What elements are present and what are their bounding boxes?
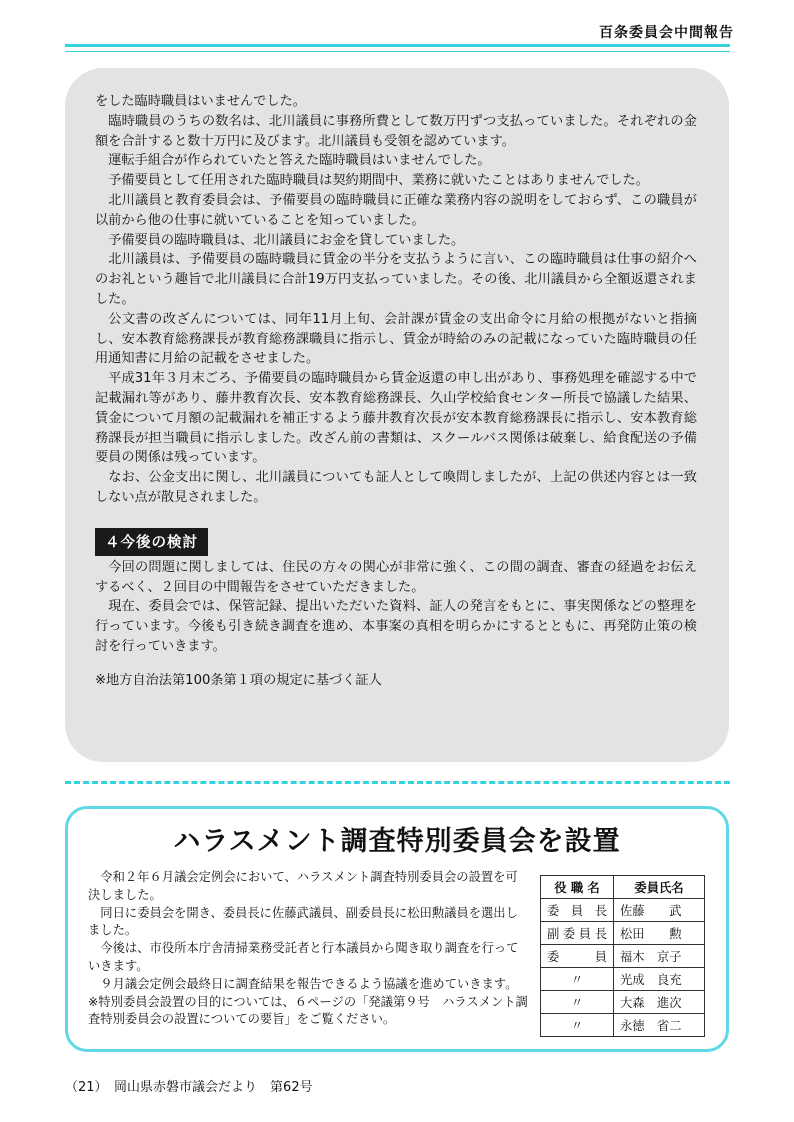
report-body — [65, 68, 729, 762]
page-footer: （21） 岡山県赤磐市議会だより 第62号 — [65, 1080, 313, 1095]
harassment-paragraph: ９月議会定例会最終日に調査結果を報告できるよう協議を進めていきます。 — [88, 976, 518, 991]
member-role: 〃 — [541, 1014, 614, 1037]
report-paragraph: 予備要員の臨時職員は、北川議員にお金を貸していました。 — [108, 232, 465, 248]
report-paragraph: をした臨時職員はいませんでした。 — [95, 94, 306, 109]
table-row — [541, 968, 705, 991]
member-role: 〃 — [541, 968, 614, 991]
report-paragraph: 北川議員は、予備要員の臨時職員に賃金の半分を支払うように言い、この臨時職員は仕事の紹介へのお礼という趣旨で北川議員に合計19万円支払っていました。その後、北川議員から全額返還されました。 — [95, 252, 697, 307]
member-role: 委員長 — [541, 899, 614, 922]
column-header-name: 委員氏名 — [614, 876, 705, 899]
member-role: 〃 — [541, 991, 614, 1014]
table-row — [541, 991, 705, 1014]
harassment-committee-box — [65, 806, 729, 1052]
member-table — [540, 875, 705, 1037]
report-paragraph: 臨時職員のうちの数名は、北川議員に事務所費として数万円ずつ支払っていました。それぞれの金額を合計すると数十万円に及びます。北川議員も受領を認めています。 — [95, 113, 697, 149]
table-row — [541, 1014, 705, 1037]
dashed-divider — [65, 781, 730, 784]
table-row — [541, 945, 705, 968]
footnote-witness: ※地方自治法第100条第１項の規定に基づく証人 — [95, 672, 382, 688]
member-name: 松田 勲 — [614, 922, 705, 945]
report-paragraph: 予備要員として任用された臨時職員は契約期間中、業務に就いたことはありませんでした。 — [108, 173, 649, 189]
page-header-title: 百条委員会中間報告 — [599, 25, 734, 41]
header-rule — [65, 44, 730, 52]
member-name: 佐藤 武 — [614, 899, 705, 922]
harassment-paragraph: 令和２年６月議会定例会において、ハラスメント調査特別委員会の設置を可決しました。 — [88, 870, 518, 902]
report-paragraph: なお、公金支出に関し、北川議員についても証人として喚問しましたが、上記の供述内容とは一致しない点が散見されました。 — [95, 470, 697, 505]
table-header-row — [541, 876, 705, 899]
section-paragraph: 現在、委員会では、保管記録、提出いただいた資料、証人の発言をもとに、事実関係などの整理を行っています。今後も引き続き調査を進め、本事案の真相を明らかにするとともに、再発防止策の検討を行っていきます。 — [95, 599, 697, 654]
member-name: 光成 良充 — [614, 968, 705, 991]
report-paragraph: 運転手組合が作られていたと答えた臨時職員はいませんでした。 — [108, 153, 491, 169]
harassment-paragraph: 同日に委員会を開き、委員長に佐藤武議員、副委員長に松田勲議員を選出しました。 — [88, 905, 518, 938]
section-paragraph: 今回の問題に関しましては、住民の方々の関心が非常に強く、この間の調査、審査の経過をお伝えするべく、２回目の中間報告をさせていただきました。 — [95, 559, 697, 595]
member-name: 永徳 省二 — [614, 1014, 705, 1037]
harassment-paragraph: 今後は、市役所本庁舎清掃業務受託者と行本議員から聞き取り調査を行っていきます。 — [88, 941, 519, 973]
table-row — [541, 922, 705, 945]
section-heading-future-review: ４今後の検討 — [95, 528, 208, 556]
report-paragraph: 北川議員と教育委員会は、予備要員の臨時職員に正確な業務内容の説明をしておらず、この職員が以前から他の仕事に就いていることを知っていました。 — [95, 192, 697, 228]
member-role: 委員 — [541, 945, 614, 968]
member-name: 大森 進次 — [614, 991, 705, 1014]
harassment-text — [88, 869, 528, 1029]
member-role: 副委員長 — [541, 922, 614, 945]
harassment-paragraph: ※特別委員会設置の目的については、６ページの「発議第９号 ハラスメント調査特別委員会の設置についての要旨」をご覧ください。 — [88, 994, 528, 1027]
member-name: 福木 京子 — [614, 945, 705, 968]
column-header-role: 役 職 名 — [541, 876, 614, 899]
report-paragraph: 平成31年３月末ごろ、予備要員の臨時職員から賃金返還の申し出があり、事務処理を確認する中で記載漏れ等があり、藤井教育次長、安本教育総務課長、久山学校給食センター所長で協議した結果、賃金について月額の記載漏れを補正するよう藤井教育次長が安本教育総務課長に指示し、安本教育総務課長が担当職員に指示しました。改ざん前の書類は、スクールバス関係は破棄し、給食配送の予備要員の関係は残っています。 — [95, 371, 697, 466]
harassment-title: ハラスメント調査特別委員会を設置 — [173, 826, 621, 857]
report-paragraph: 公文書の改ざんについては、同年11月上旬、会計課が賃金の支出命令に月給の根拠がないと指摘し、安本教育総務課長が教育総務課職員に指示し、賃金が時給のみの記載になっていた臨時職員の任用通知書に月給の記載をさせました。 — [95, 311, 697, 367]
table-row — [541, 899, 705, 922]
